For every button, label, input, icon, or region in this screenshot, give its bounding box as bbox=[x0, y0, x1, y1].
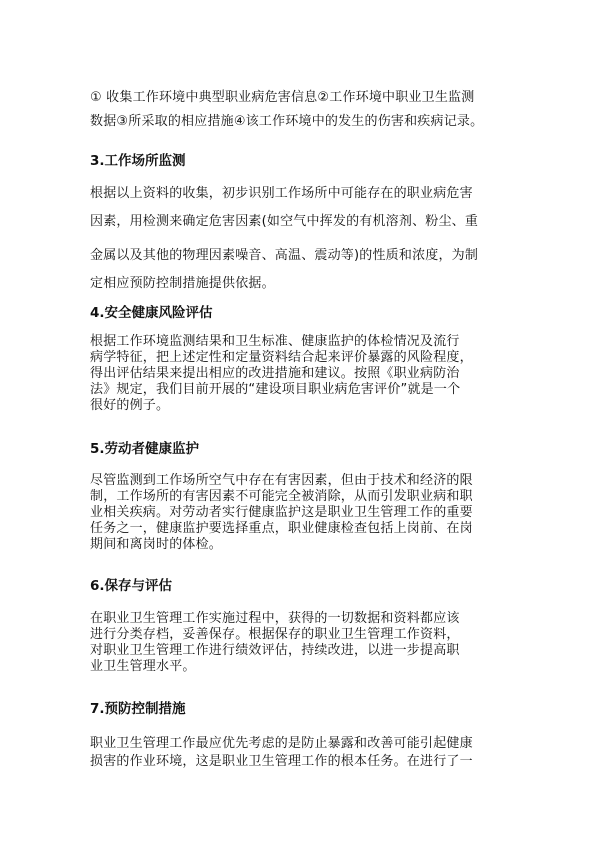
paragraph-line: 业卫生管理水平。 bbox=[90, 659, 196, 674]
section-paragraph bbox=[90, 735, 510, 771]
section-paragraph bbox=[90, 180, 510, 298]
paragraph-line: 根据工作环境监测结果和卫生标准、健康监护的体检情况及流行 bbox=[90, 334, 460, 349]
paragraph-line: 很好的例子。 bbox=[90, 398, 170, 413]
paragraph-line: 任务之一，健康监护要选择重点，职业健康检查包括上岗前、在岗 bbox=[90, 521, 473, 536]
paragraph-line: 金属以及其他的物理因素噪音、高温、震动等)的性质和浓度，为制 bbox=[90, 248, 479, 263]
paragraph-line: 对职业卫生管理工作进行绩效评估，持续改进，以进一步提高职 bbox=[90, 643, 460, 658]
section-heading: 3.工作场所监测 bbox=[90, 153, 186, 169]
paragraph-line: 定相应预防控制措施提供依据。 bbox=[90, 276, 275, 291]
paragraph-line: 法》规定，我们目前开展的“建设项目职业病危害评价”就是一个 bbox=[90, 382, 461, 397]
paragraph-line: 制，工作场所的有害因素不可能完全被消除，从而引发职业病和职 bbox=[90, 489, 473, 504]
section-paragraph bbox=[90, 334, 510, 414]
section-heading: 4.安全健康风险评估 bbox=[90, 305, 213, 321]
section-paragraph bbox=[90, 611, 510, 675]
paragraph-line: 数据③所采取的相应措施④该工作环境中的发生的伤害和疾病记录。 bbox=[90, 114, 484, 129]
paragraph-line: 病学特征，把上述定性和定量资料结合起来评价暴露的风险程度， bbox=[90, 350, 473, 365]
section-heading: 5.劳动者健康监护 bbox=[90, 441, 200, 457]
paragraph-line: 尽管监测到工作场所空气中存在有害因素，但由于技术和经济的限 bbox=[90, 473, 473, 488]
paragraph-line: 损害的作业环境，这是职业卫生管理工作的根本任务。在进行了一 bbox=[90, 754, 473, 769]
paragraph-line: 职业卫生管理工作最应优先考虑的是防止暴露和改善可能引起健康 bbox=[90, 736, 473, 751]
paragraph-line: 根据以上资料的收集，初步识别工作场所中可能存在的职业病危害 bbox=[90, 186, 473, 201]
paragraph-line: ① 收集工作环境中典型职业病危害信息②工作环境中职业卫生监测 bbox=[90, 90, 475, 105]
intro-paragraph bbox=[90, 86, 510, 134]
paragraph-line: 业相关疾病。对劳动者实行健康监护这是职业卫生管理工作的重要 bbox=[90, 505, 473, 520]
section-heading: 6.保存与评估 bbox=[90, 578, 173, 594]
section-paragraph bbox=[90, 473, 510, 553]
paragraph-line: 在职业卫生管理工作实施过程中，获得的一切数据和资料都应该 bbox=[90, 611, 460, 626]
paragraph-line: 期间和离岗时的体检。 bbox=[90, 537, 223, 552]
paragraph-line: 得出评估结果来提出相应的改进措施和建议。按照《职业病防治 bbox=[90, 366, 460, 381]
section-heading: 7.预防控制措施 bbox=[90, 701, 186, 717]
paragraph-line: 进行分类存档，妥善保存。根据保存的职业卫生管理工作资料， bbox=[90, 627, 460, 642]
paragraph-line: 因素，用检测来确定危害因素(如空气中挥发的有机溶剂、粉尘、重 bbox=[90, 214, 479, 229]
